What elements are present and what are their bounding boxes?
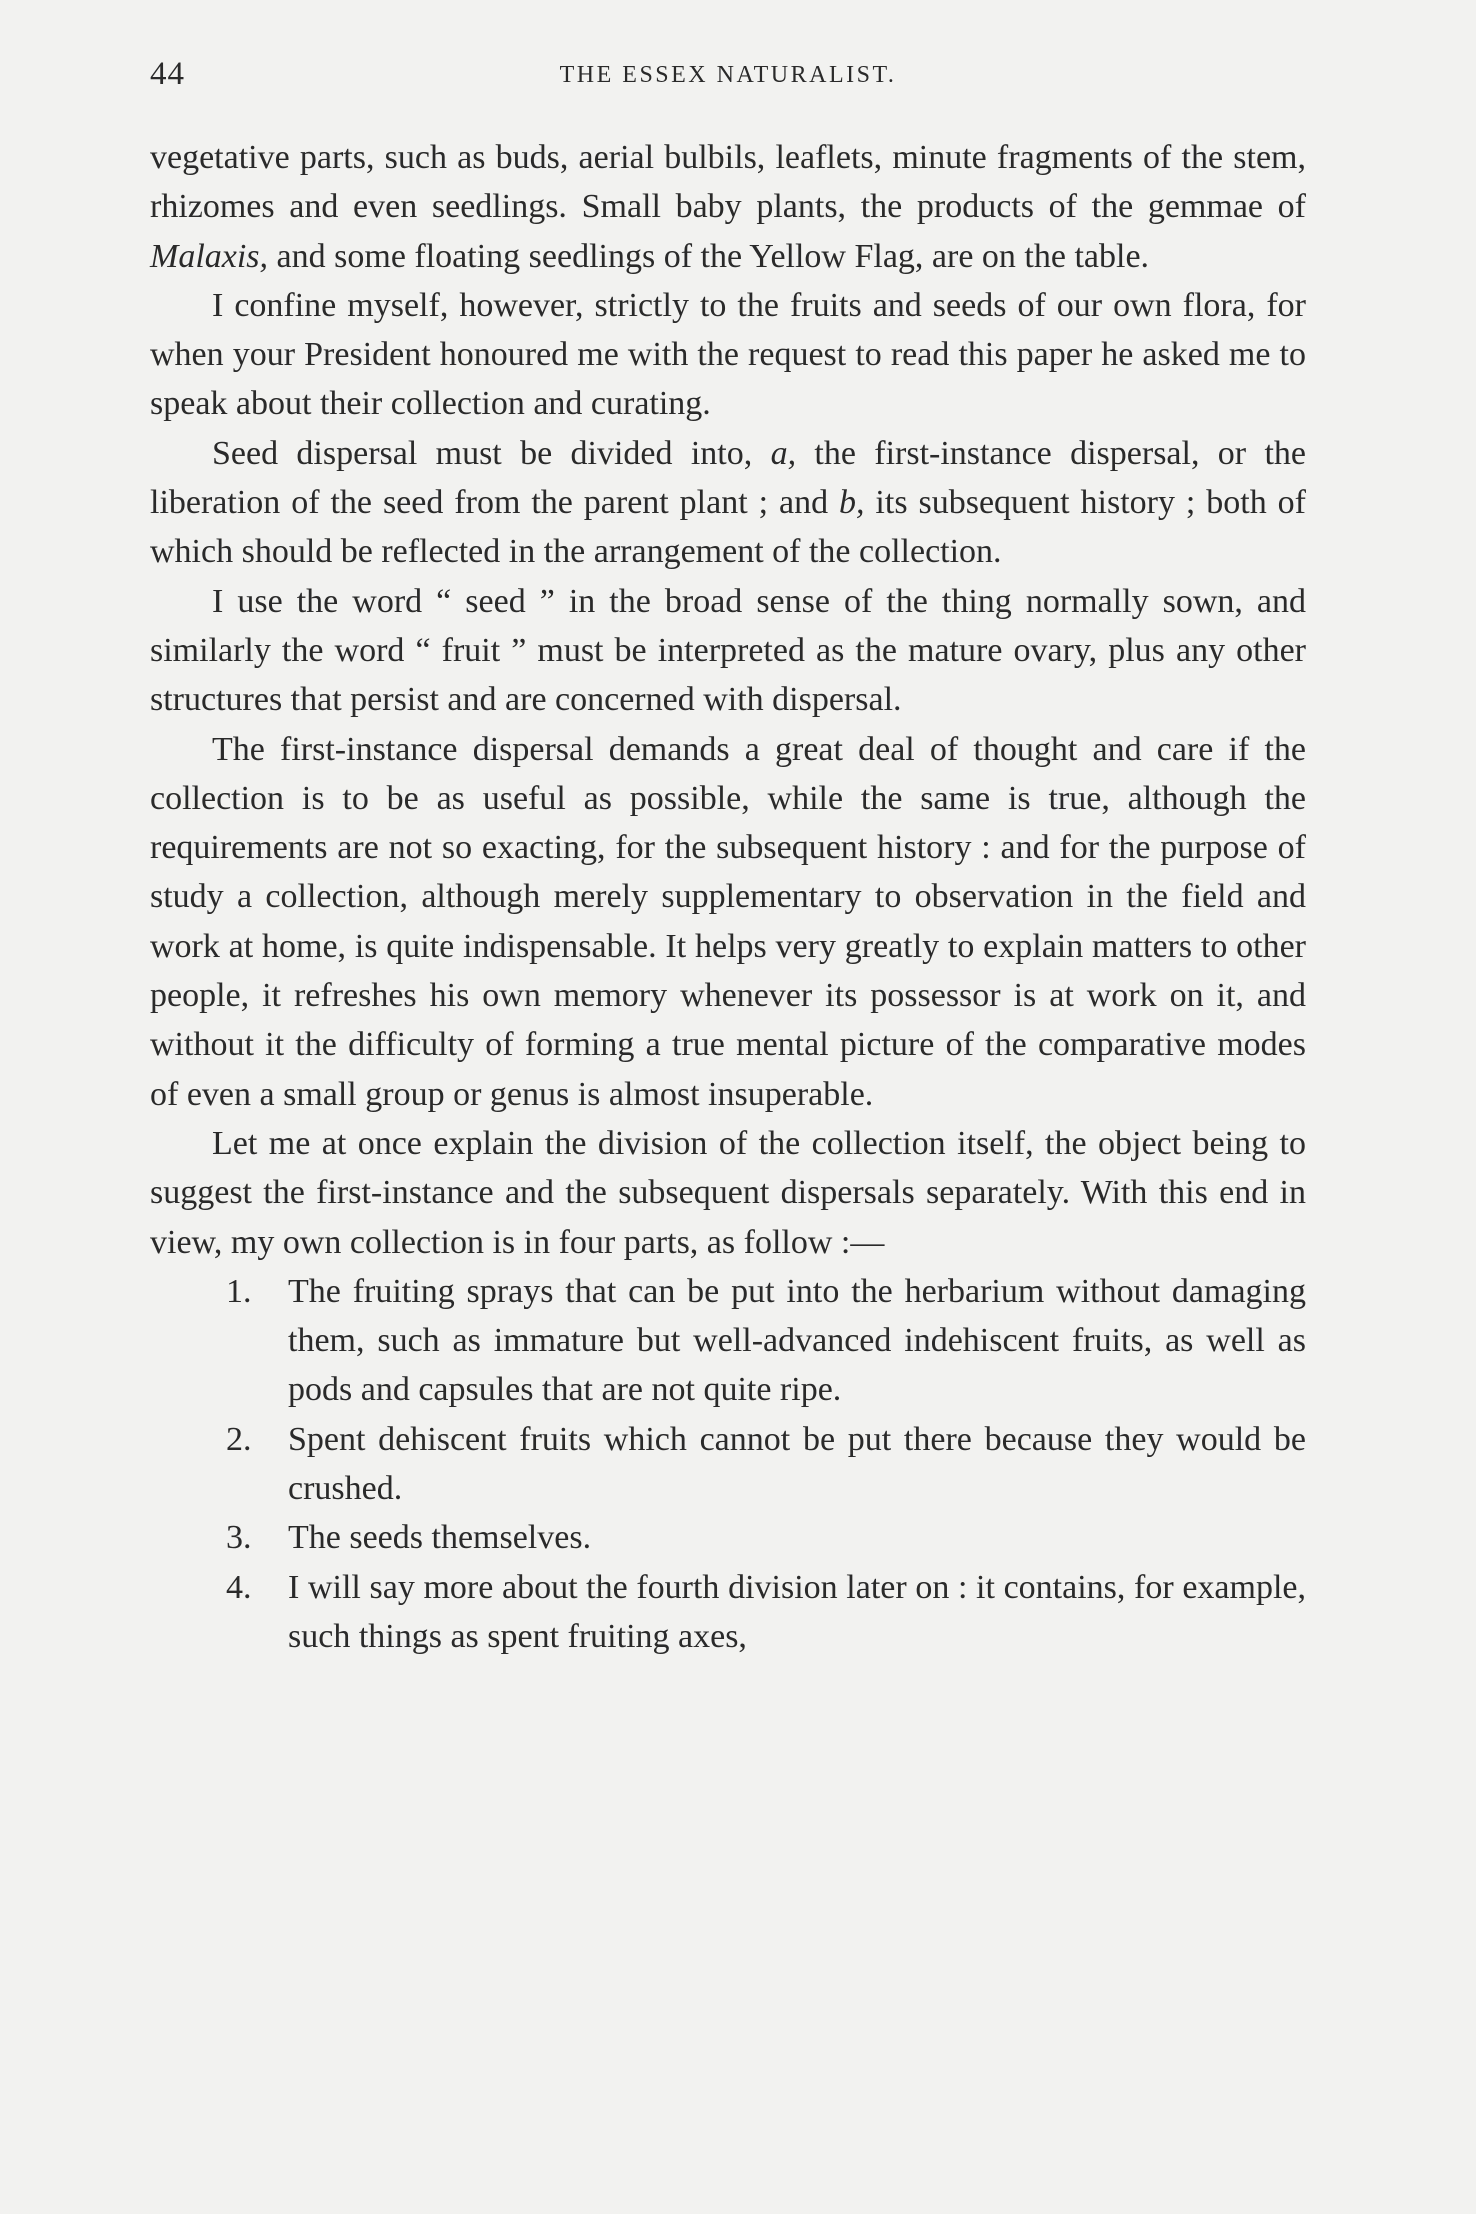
list-item-text: Spent dehiscent fruits which cannot be put there because they would be crushed. [288, 1420, 1306, 1508]
paragraph-2: I confine myself, however, strictly to the fruits and seeds of our own flora, for when your President honoured me with the request to read this paper he asked me to speak about their collection and curating. [150, 286, 1306, 423]
list-item-text: The seeds themselves. [288, 1519, 592, 1557]
paragraph-1-text-b: and some floating seedlings of the Yellow Flag, are on the table. [268, 237, 1150, 275]
list-item [150, 1513, 1306, 1562]
list-item [150, 1415, 1306, 1514]
list-item-number: 3. [226, 1519, 252, 1557]
paragraph-3-text-b: the first-instance dispersal, or the liberation of the seed from the parent plant ; and [150, 434, 1306, 522]
paragraph-3-text-c: its subsequent history ; both of which should be reflected in the arrangement of the collection. [150, 484, 1306, 571]
numbered-list [150, 1267, 1306, 1661]
malaxis-italic: Malaxis, [150, 237, 269, 275]
paragraph-1-text-a: vegetative parts, such as buds, aerial bulbils, leaflets, minute fragments of the stem, rhizomes and even seedlings. Small baby plants, the products of the gemmae of [150, 139, 1306, 226]
paragraph-6: Let me at once explain the division of the collection itself, the object being to suggest the first-instance and the subsequent dispersals separately. With this end in view, my own collection is in four parts, as follow :— [150, 1124, 1306, 1261]
list-item-number: 4. [226, 1568, 252, 1606]
list-item-text: The fruiting sprays that can be put into the herbarium without damaging them, such as immature but well-advanced indehiscent fruits, as well as pods and capsules that are not quite ripe. [288, 1272, 1306, 1409]
italic-b: b, [839, 484, 865, 522]
paragraph-3-text-a: Seed dispersal must be divided into, [212, 434, 771, 472]
page-number: 44 [150, 56, 185, 92]
body-text [150, 133, 1306, 1661]
journal-title: THE ESSEX NATURALIST. [559, 62, 897, 88]
list-item [150, 1267, 1306, 1415]
paragraph-3 [150, 429, 1306, 577]
list-item-number: 2. [226, 1420, 252, 1458]
paragraph-5: The first-instance dispersal demands a great deal of thought and care if the collection is to be as useful as possible, while the same is true, although the requirements are not so exacting, for the subsequent history : and for the purpose of study a collection, although merely supplementary to observation in the field and work at home, is quite indispensable. It helps very greatly to explain matters to other people, it refreshes his own memory whenever its possessor is at work on it, and without it the difficulty of forming a true mental picture of the comparative modes of even a small group or genus is almost insuperable. [150, 730, 1306, 1113]
italic-a: a, [770, 434, 797, 472]
list-item-number: 1. [226, 1272, 252, 1310]
list-item-text: I will say more about the fourth division later on : it contains, for example, such things as spent fruiting axes, [288, 1568, 1306, 1655]
running-head [150, 56, 1306, 96]
paragraph-4: I use the word “ seed ” in the broad sense of the thing normally sown, and similarly the word “ fruit ” must be interpreted as the mature ovary, plus any other structures that persist and are concerned with dispersal. [150, 582, 1306, 719]
list-item [150, 1563, 1306, 1662]
paragraph-1 [150, 133, 1306, 281]
